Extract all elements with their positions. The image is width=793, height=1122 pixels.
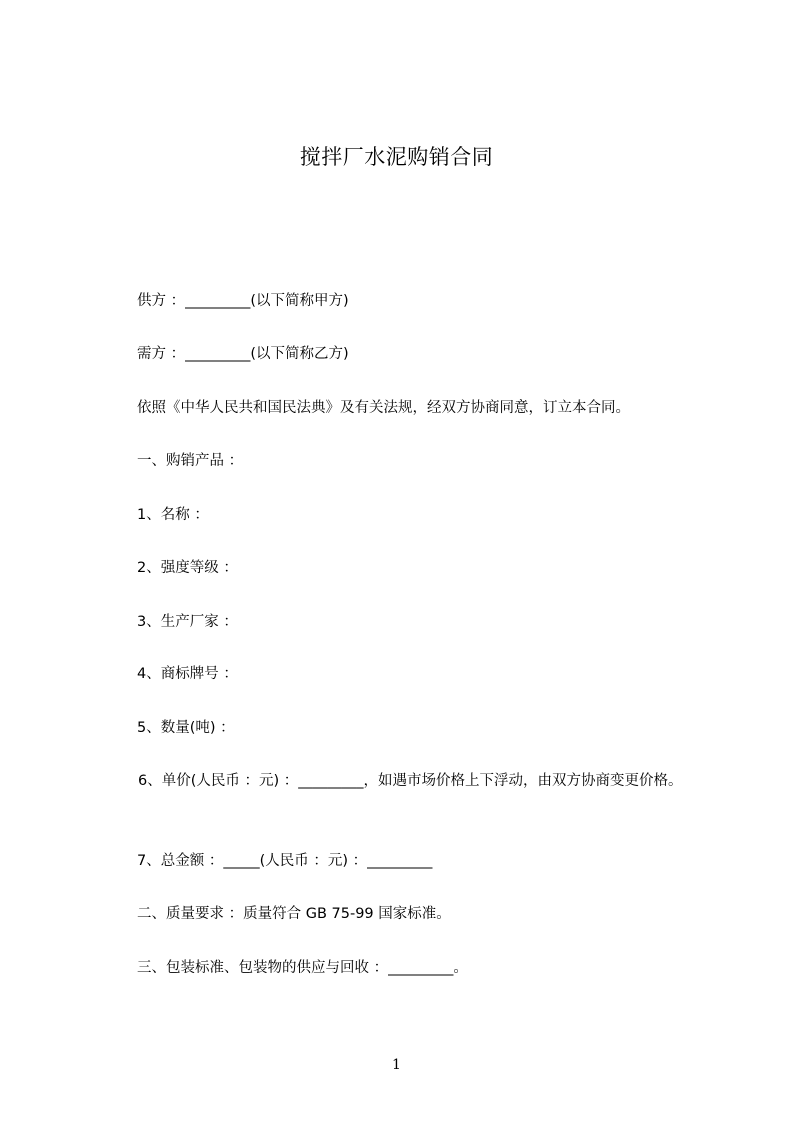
item-price-paragraph: 6、单价(人民币 ：元) ：_________，如遇市场价格上下浮动，由双方协商变更价格。 bbox=[138, 773, 683, 789]
item-manufacturer-line: 3、生产厂家 ： bbox=[137, 614, 238, 630]
supplier-line: 供方 ：_________(以下简称甲方) bbox=[137, 293, 349, 309]
document-title: 搅拌厂水泥购销合同 bbox=[299, 145, 494, 169]
page-number: 1 bbox=[392, 1057, 401, 1073]
legal-basis-line: 依照《中华人民共和国民法典》及有关法规，经双方协商同意，订立本合同。 bbox=[137, 400, 630, 416]
section-2-quality-line: 二、质量要求 ：质量符合 GB 75-99 国家标准。 bbox=[137, 906, 451, 922]
item-total-line: 7、总金额 ：_____(人民币 ：元) ：_________ bbox=[137, 853, 433, 869]
item-name-line: 1、名称 ： bbox=[137, 507, 209, 523]
item-grade-line: 2、强度等级 ： bbox=[137, 560, 238, 576]
item-quantity-line: 5、数量(吨) ： bbox=[137, 720, 235, 736]
item-brand-line: 4、商标牌号 ： bbox=[137, 666, 238, 682]
section-1-heading: 一、购销产品 ： bbox=[137, 453, 244, 469]
buyer-line: 需方 ：_________(以下简称乙方) bbox=[137, 346, 349, 362]
section-3-packaging-line: 三、包装标准、包装物的供应与回收 ：_________。 bbox=[137, 960, 468, 976]
